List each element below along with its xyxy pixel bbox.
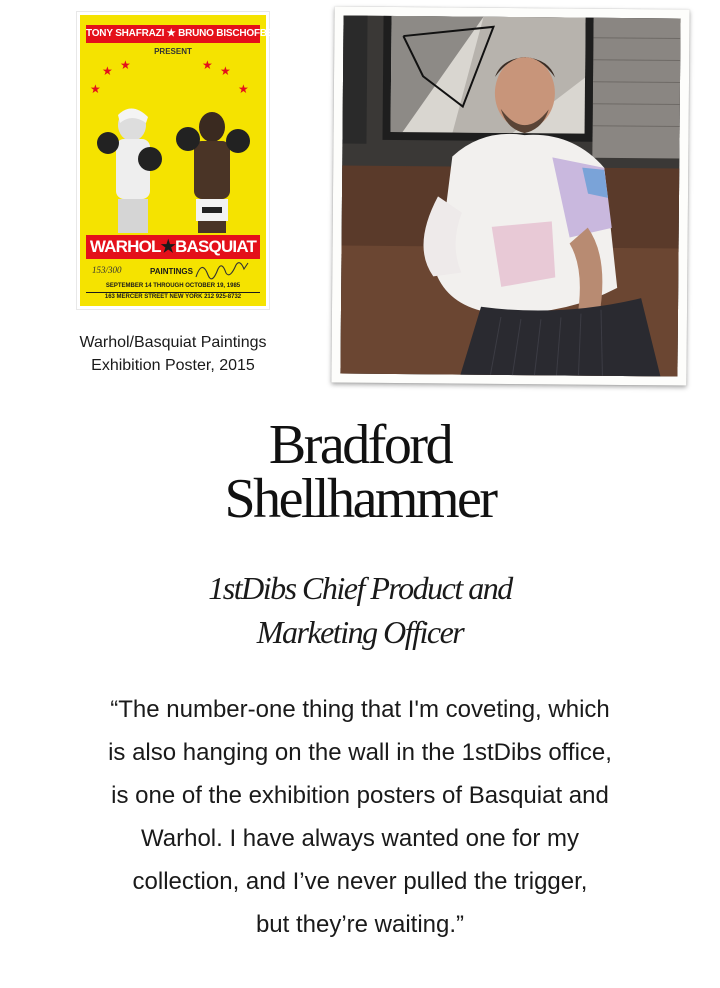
exhibition-poster-image	[77, 12, 302, 309]
quote-line: but they’re waiting.”	[255, 911, 465, 938]
signature-mark	[192, 255, 252, 285]
role-line: 1stDibs Chief Product and	[208, 570, 512, 606]
quote-block	[30, 688, 690, 946]
name-line: Shellhammer	[224, 468, 496, 530]
poster-present-text: PRESENT	[154, 47, 192, 56]
role-line: Marketing Officer	[256, 614, 464, 650]
poster-paintings-label: PAINTINGS	[150, 267, 193, 276]
poster-dates: SEPTEMBER 14 THROUGH OCTOBER 19, 1985	[84, 283, 262, 289]
poster-caption	[20, 331, 326, 377]
poster-stars: ★ ★ ★ ★ ★ ★	[90, 58, 249, 96]
caption-line: Warhol/Basquiat Paintings	[79, 334, 267, 351]
quote-line: is one of the exhibition posters of Basquiat and	[111, 782, 609, 809]
quote-line: collection, and I’ve never pulled the trigger,	[132, 868, 588, 895]
poster-title-star: ★	[160, 237, 176, 256]
poster-title-warhol: WARHOL	[89, 237, 161, 256]
caption-line: Exhibition Poster, 2015	[91, 357, 255, 374]
portrait-illustration	[340, 16, 680, 377]
quote-line: “The number-one thing that I'm coveting, which	[110, 696, 610, 723]
poster-title-basquiat: BASQUIAT	[175, 237, 257, 256]
quote-line: is also hanging on the wall in the 1stDibs office,	[108, 739, 612, 766]
profile-name	[0, 414, 720, 530]
quote-line: Warhol. I have always wanted one for my	[141, 825, 579, 852]
boxers-illustration	[90, 103, 256, 233]
portrait-photo	[331, 6, 689, 385]
name-line: Bradford	[268, 414, 452, 476]
poster-address: 163 MERCER STREET NEW YORK 212 925-8732	[104, 294, 242, 300]
poster-edition-number: 153/300	[92, 265, 122, 275]
profile-role	[0, 566, 720, 654]
poster-header: TONY SHAFRAZI ★ BRUNO BISCHOFBERGER	[86, 25, 260, 43]
